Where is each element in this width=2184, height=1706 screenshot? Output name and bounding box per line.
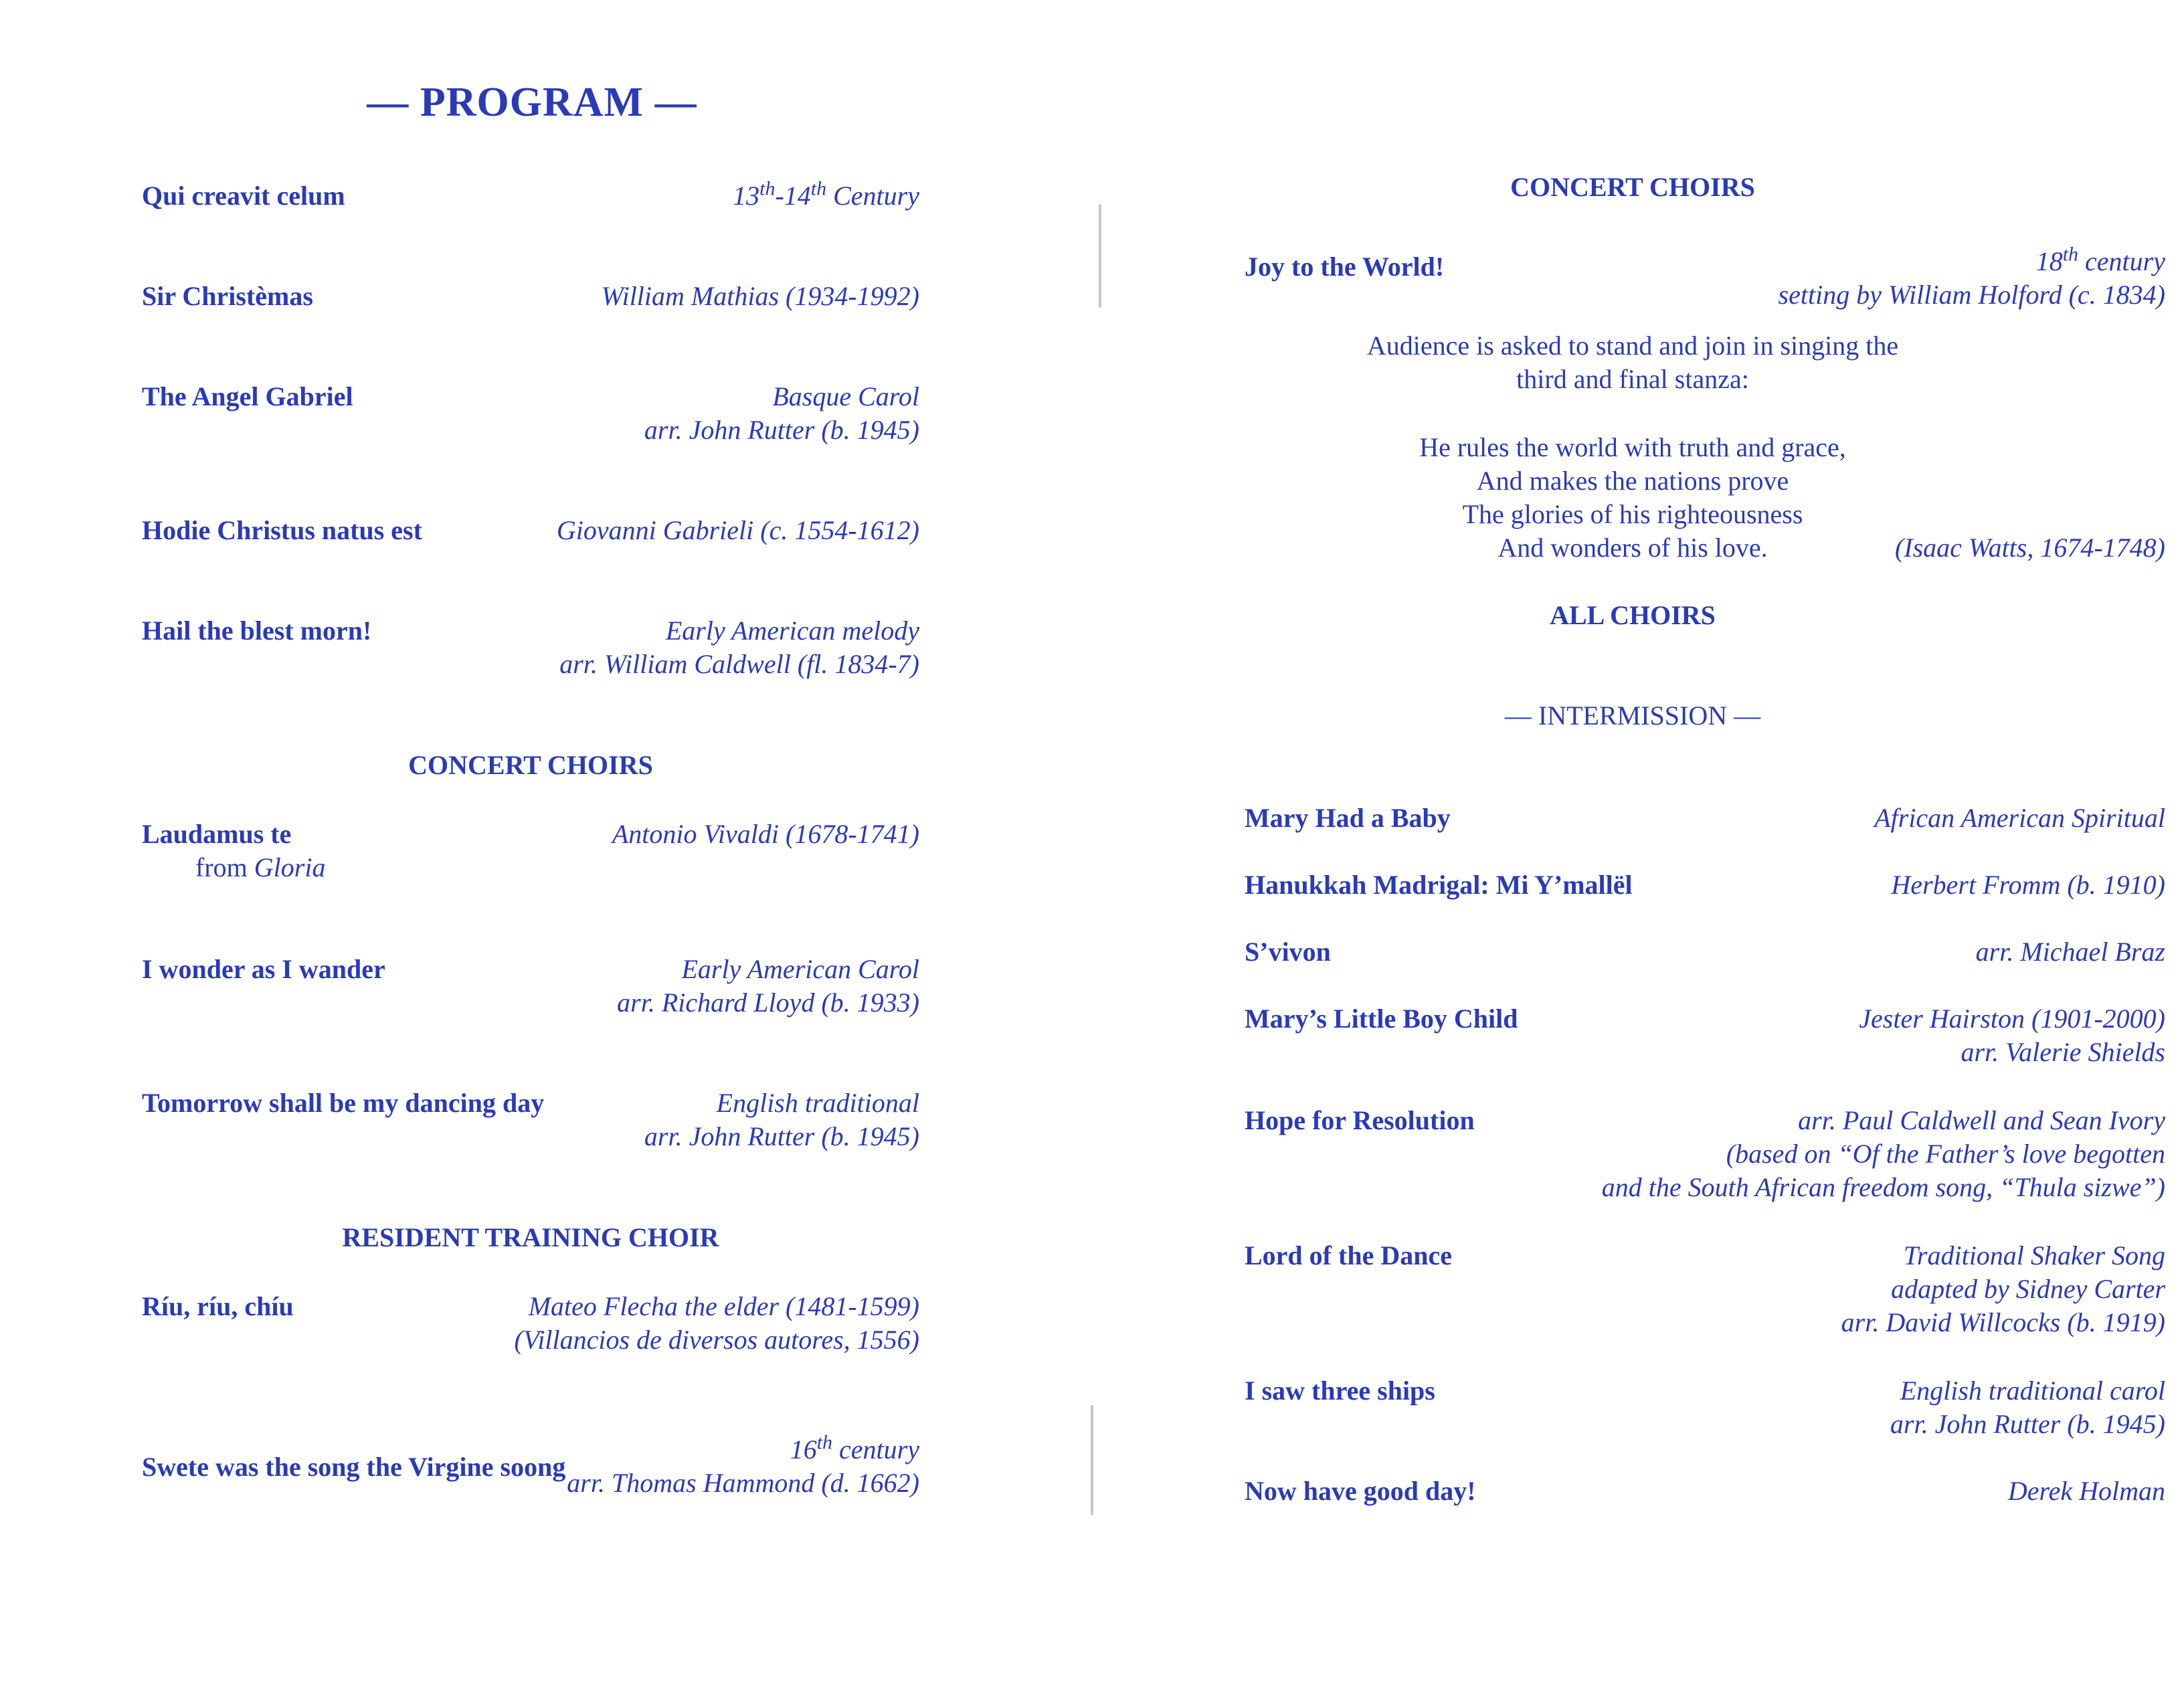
staple — [1091, 1405, 1093, 1515]
piece-title: Ríu, ríu, chíu — [142, 1291, 294, 1321]
hymn-stanza: He rules the world with truth and grace, And makes the nations prove The glories of his righteousness And wonders of his love. — [1419, 432, 1846, 563]
piece-credit: 18th century setting by William Holford (c. 1834) — [1778, 243, 2165, 310]
piece-title: Laudamus te — [142, 819, 292, 849]
piece-credit: 13th-14th Century — [733, 177, 919, 211]
section-heading-concert-choirs: CONCERT CHOIRS — [1510, 172, 1755, 202]
piece-credit: Jester Hairston (1901-2000) arr. Valerie Shields — [1859, 1004, 2165, 1067]
piece-title: Mary Had a Baby — [1245, 803, 1451, 833]
piece-credit: Early American melody arr. William Caldwell (fl. 1834-7) — [559, 615, 919, 679]
piece-credit: arr. Michael Braz — [1975, 937, 2165, 967]
piece-credit: Herbert Fromm (b. 1910) — [1891, 870, 2165, 900]
piece-title: Mary’s Little Boy Child — [1245, 1004, 1518, 1034]
section-heading-all-choirs: ALL CHOIRS — [1550, 600, 1716, 630]
section-heading-concert-choirs: CONCERT CHOIRS — [408, 750, 653, 780]
piece-credit: Early American Carol arr. Richard Lloyd (b. 1933) — [617, 954, 919, 1018]
piece-title: I wonder as I wander — [142, 954, 385, 984]
piece-subtitle: from Gloria — [195, 852, 326, 882]
piece-title: Hodie Christus natus est — [142, 515, 422, 545]
program-title: — PROGRAM — — [367, 80, 697, 125]
piece-title: Lord of the Dance — [1245, 1240, 1452, 1270]
piece-credit: African American Spiritual — [1874, 803, 2165, 833]
piece-credit: English traditional arr. John Rutter (b. 1945) — [644, 1088, 919, 1151]
piece-title: Swete was the song the Virgine soong — [142, 1452, 566, 1482]
piece-credit: Traditional Shaker Song adapted by Sidney Carter arr. David Willcocks (b. 1919) — [1841, 1240, 2165, 1337]
left-page — [0, 0, 1084, 1706]
piece-title: S’vivon — [1245, 937, 1331, 967]
piece-credit: arr. Paul Caldwell and Sean Ivory (based on “Of the Father’s love begotten and the South African freedom song, “Thula sizwe”) — [1601, 1105, 2165, 1202]
piece-title: Qui creavit celum — [142, 181, 345, 211]
piece-credit: Antonio Vivaldi (1678-1741) — [612, 819, 919, 849]
piece-title: Now have good day! — [1245, 1476, 1476, 1506]
piece-credit: Giovanni Gabrieli (c. 1554-1612) — [556, 515, 919, 545]
section-heading-resident-training-choir: RESIDENT TRAINING CHOIR — [342, 1222, 719, 1252]
piece-credit: Derek Holman — [2007, 1476, 2165, 1506]
piece-title: Sir Christèmas — [142, 281, 313, 311]
piece-credit: English traditional carol arr. John Rutter (b. 1945) — [1890, 1376, 2165, 1439]
piece-title: Hope for Resolution — [1245, 1105, 1475, 1135]
piece-credit: Mateo Flecha the elder (1481-1599) (Villancios de diversos autores, 1556) — [514, 1291, 919, 1355]
piece-title: I saw three ships — [1245, 1376, 1435, 1406]
piece-title: Tomorrow shall be my dancing day — [142, 1088, 545, 1118]
piece-credit: 16th century arr. Thomas Hammond (d. 1662) — [567, 1431, 919, 1498]
audience-instruction: Audience is asked to stand and join in singing the third and final stanza: — [1366, 330, 1899, 394]
right-page: CONCERT CHOIRS Joy to the World! 18th century setting by William Holford (c. 1834) Audience is asked to stand and join in singing the third and final stanza: He rules the world with truth and grace, And makes the nations prove The glories of his righteousness And wonders of his love. (Isaac Watts, 1674-1748) ALL CHOIRS — INTERMISSION — Mary Had a Baby African American Spiritual Hanukkah Madrigal: Mi Y’mallël Herbert Fromm (b. 1910) S’vivon arr. Michael Braz Mary’s Little Boy Child Jester Hairston (1901-2000) arr. Valerie Shields Hope for Resolution arr. Paul Caldwell and Sean Ivory (based on “Of the Father’s love begotten and the South African freedom song, “Thula sizwe”) Lord of the Dance Traditional Shaker Song adapted by Sidney Carter arr. David Willcocks (b. 1919) I saw three ships English traditional carol arr. John Rutter (b. 1945) Now have good day! Derek Holman — [1097, 0, 2184, 1706]
piece-title: Hanukkah Madrigal: Mi Y’mallël — [1245, 870, 1633, 900]
piece-title: The Angel Gabriel — [142, 381, 353, 411]
intermission: — INTERMISSION — — [1504, 700, 1761, 731]
piece-title: Hail the blest morn! — [142, 615, 372, 646]
piece-credit: William Mathias (1934-1992) — [601, 281, 919, 311]
piece-title: Joy to the World! — [1245, 252, 1445, 282]
piece-credit: Basque Carol arr. John Rutter (b. 1945) — [644, 381, 919, 445]
